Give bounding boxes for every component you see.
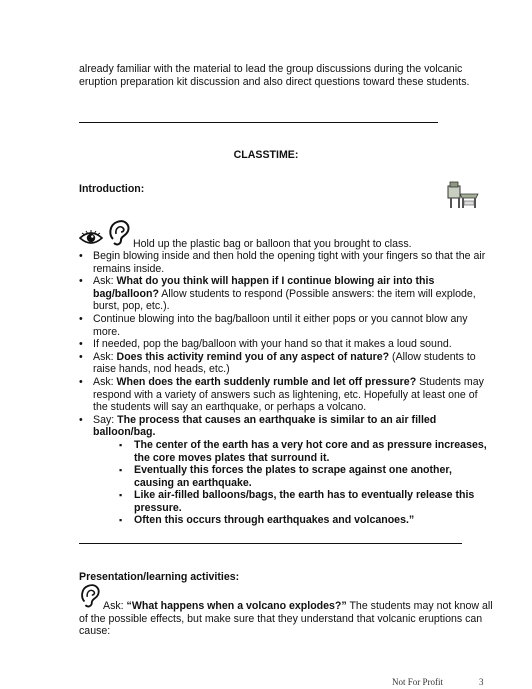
step-question: What do you think will happen if I continue blowing air into this bag/balloon? [93,275,435,300]
presentation-ask [79,600,499,638]
step-text: Begin blowing inside and then hold the opening tight with your fingers so that the air remains inside. [93,250,486,275]
step-statement: The process that causes an earthquake is similar to an air filled balloon/bag. [93,413,437,439]
step-text: Students may respond with a variety of answers such as lightening, etc. Hopefully at least one of the students will say an earthquake, or perhaps a volcano. [93,375,484,414]
step-prefix: Ask: [93,375,117,388]
list-item [79,250,491,275]
ask-prefix: Ask: [103,600,127,612]
list-item [79,338,491,351]
list-item [79,313,491,338]
section-divider [79,122,438,123]
step-text: If needed, pop the bag/balloon with your hand so that it makes a loud sound. [93,338,452,351]
explanation-points [119,439,491,527]
continued-paragraph: already familiar with the material to lead the group discussions during the volcanic eruption preparation kit discussion and also direct questions toward these students. [79,63,470,88]
ear-icon [107,219,131,247]
list-item [79,351,491,376]
page-number: 3 [479,677,484,687]
introduction-steps [79,250,491,527]
hold-up-instruction: Hold up the plastic bag or balloon that you brought to class. [133,238,412,250]
sub-list-item: ▪ The center of the earth has a very hot core and as pressure increases, the core moves plates that surround it. [119,439,491,464]
list-item [79,275,491,313]
step-text: (Allow students to raise hands, nod heads, etc.) [93,350,476,376]
presentation-heading: Presentation/learning activities: [79,571,240,583]
ask-text: The students may not know all of the possible effects, but make sure that they understand that volcanic eruptions can cause: [79,600,493,638]
section-divider [79,543,462,544]
step-prefix: Ask: [93,275,117,288]
classtime-heading: CLASSTIME: [233,149,299,161]
classroom-desk-icon [446,180,480,210]
sub-list-item: ▪ Eventually this forces the plates to scrape against one another, causing an earthquake. [119,464,491,489]
list-item [79,376,491,414]
ask-question: “What happens when a volcano explodes?” [126,600,347,612]
introduction-heading: Introduction: [79,183,145,195]
list-item [79,414,491,527]
footer-note: Not For Profit [392,677,444,687]
step-prefix: Ask: [93,350,117,363]
step-text: Continue blowing into the bag/balloon until it either pops or you cannot blow any more. [93,312,468,338]
sub-list-item: ▪ Often this occurs through earthquakes and volcanoes.” [119,514,491,527]
eye-icon [79,230,103,246]
sub-list-item: ▪ Like air-filled balloons/bags, the earth has to eventually release this pressure. [119,489,491,514]
step-prefix: Say: [93,413,118,426]
step-question: Does this activity remind you of any aspect of nature? [116,350,390,363]
step-text: Allow students to respond (Possible answers: the item will explode, burst, pop, etc.). [93,287,476,313]
step-question: When does the earth suddenly rumble and let off pressure? [116,375,417,388]
